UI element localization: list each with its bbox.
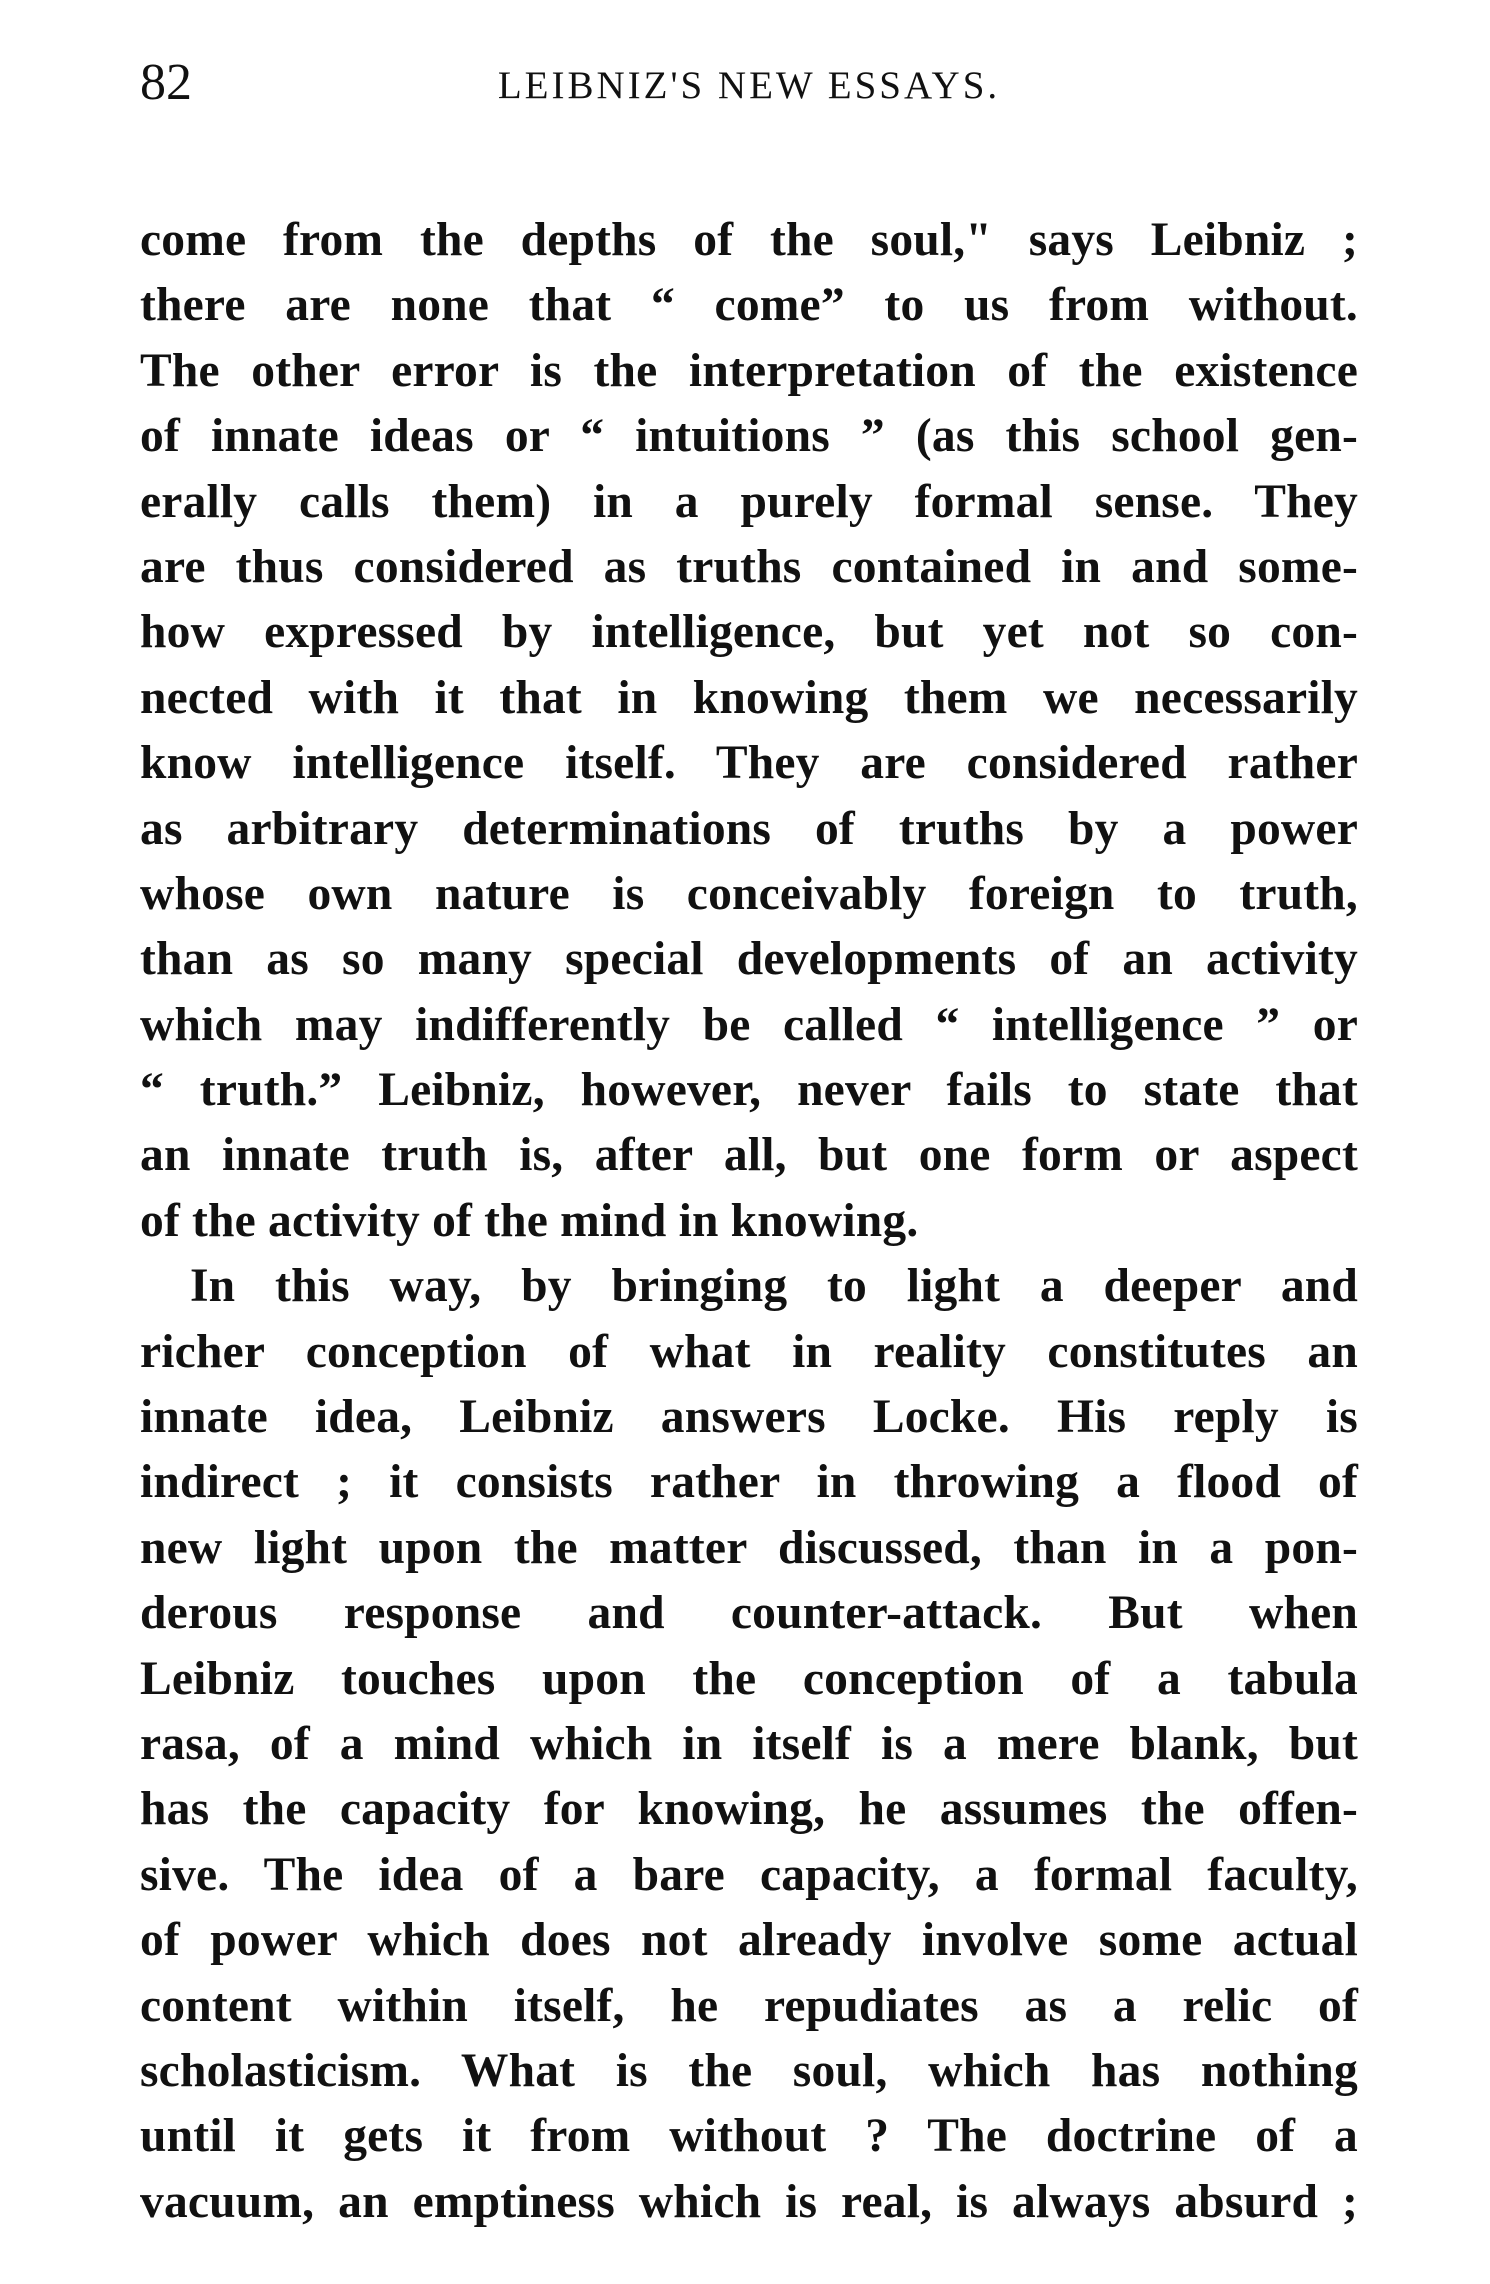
text-line: has the capacity for knowing, he assumes the offen- [140, 1783, 1358, 1836]
text-line: vacuum, an emptiness which is real, is always absurd ; [140, 2175, 1358, 2228]
text-line: “ truth.” Leibniz, however, never fails to state that [140, 1064, 1358, 1117]
body-text [140, 208, 1358, 2235]
text-line: which may indifferently be called “ intelligence ” or [140, 998, 1358, 1051]
text-line: derous response and counter-attack. But when [140, 1587, 1358, 1640]
text-line: whose own nature is conceivably foreign to truth, [140, 867, 1358, 920]
text-line: new light upon the matter discussed, than in a pon- [140, 1521, 1358, 1574]
running-head [140, 50, 1358, 116]
text-line: know intelligence itself. They are considered rather [140, 737, 1358, 790]
text-line: Leibniz touches upon the conception of a tabula [140, 1652, 1358, 1705]
text-line: of power which does not already involve some actual [140, 1914, 1358, 1967]
book-page [140, 50, 1358, 2235]
text-line: nected with it that in knowing them we necessarily [140, 671, 1358, 724]
text-line: until it gets it from without ? The doctrine of a [140, 2110, 1358, 2163]
text-line: The other error is the interpretation of the existence [140, 344, 1358, 397]
text-line: rasa, of a mind which in itself is a mere blank, but [140, 1717, 1358, 1770]
text-line: content within itself, he repudiates as a relic of [140, 1979, 1358, 2032]
text-line: indirect ; it consists rather in throwing a flood of [140, 1456, 1358, 1509]
running-title: LEIBNIZ'S NEW ESSAYS. [497, 64, 1001, 107]
text-line: sive. The idea of a bare capacity, a formal faculty, [140, 1848, 1358, 1901]
text-line: there are none that “ come” to us from without. [140, 279, 1358, 332]
text-line: of innate ideas or “ intuitions ” (as this school gen- [140, 410, 1358, 463]
text-line: than as so many special developments of an activity [140, 933, 1358, 986]
text-line: In this way, by bringing to light a deeper and [190, 1260, 1358, 1313]
paragraph-1 [140, 208, 1358, 1254]
text-line: of the activity of the mind in knowing. [140, 1194, 919, 1247]
text-line: come from the depths of the soul," says Leibniz ; [140, 214, 1358, 266]
text-line: innate idea, Leibniz answers Locke. His reply is [140, 1391, 1358, 1444]
text-line: erally calls them) in a purely formal sense. They [140, 475, 1358, 528]
text-line: richer conception of what in reality constitutes an [140, 1325, 1358, 1378]
text-line: an innate truth is, after all, but one form or aspect [140, 1129, 1358, 1182]
text-line: as arbitrary determinations of truths by a power [140, 802, 1358, 855]
page-number: 82 [140, 54, 192, 111]
text-line: scholasticism. What is the soul, which has nothing [140, 2044, 1358, 2097]
paragraph-2 [140, 1254, 1358, 2235]
text-line: how expressed by intelligence, but yet not so con- [140, 606, 1358, 659]
text-line: are thus considered as truths contained in and some- [140, 540, 1358, 593]
